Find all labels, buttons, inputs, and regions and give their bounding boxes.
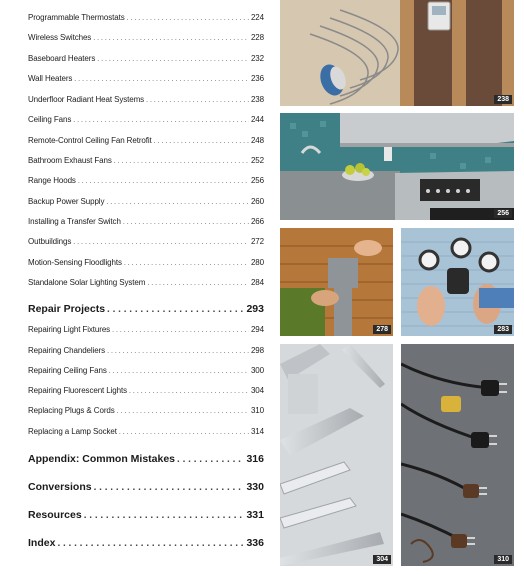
toc-entry-title: Standalone Solar Lighting System: [28, 278, 146, 287]
dot-leader: [57, 538, 244, 549]
toc-entry[interactable]: [28, 197, 264, 206]
toc-entry-page: 232: [250, 54, 264, 63]
toc-section-appendix[interactable]: [28, 453, 264, 465]
toc-entry-page: 252: [250, 156, 264, 165]
dot-leader: [147, 280, 249, 287]
toc-entry-page: 266: [250, 217, 264, 226]
toc-entry-page: 244: [250, 115, 264, 124]
toc-section-resources[interactable]: [28, 509, 264, 521]
toc-entry-page: 224: [250, 13, 264, 22]
toc-entry-page: 236: [250, 74, 264, 83]
dot-leader: [109, 368, 249, 375]
toc-entry-page: 310: [250, 406, 264, 415]
page-number-badge: 238: [494, 95, 512, 104]
page-number-badge: 278: [373, 325, 391, 334]
dot-leader: [127, 15, 249, 22]
toc-entry-title: Baseboard Heaters: [28, 54, 96, 63]
toc-entry-title: Outbuildings: [28, 237, 72, 246]
toc-section-repair-projects[interactable]: [28, 303, 264, 315]
dot-leader: [114, 158, 249, 165]
toc-entry-page: 284: [250, 278, 264, 287]
toc-entry[interactable]: [28, 156, 264, 165]
toc-entry[interactable]: [28, 325, 264, 334]
toc-entry-title: Repairing Light Fixtures: [28, 325, 111, 334]
toc-entry-title: Motion-Sensing Floodlights: [28, 258, 122, 267]
toc-section-page: 331: [246, 509, 264, 521]
toc-entry[interactable]: [28, 136, 264, 145]
dot-leader: [74, 76, 249, 83]
dot-leader: [117, 408, 249, 415]
toc-entry-page: 300: [250, 366, 264, 375]
dot-leader: [129, 388, 249, 395]
page-number-badge: 283: [494, 325, 512, 334]
toc-entry-title: Backup Power Supply: [28, 197, 105, 206]
photo-outbuilding: [280, 228, 393, 336]
outbuilding-illustration: [280, 228, 393, 336]
toc-section-index[interactable]: [28, 537, 264, 549]
toc-entry-title: Underfloor Radiant Heat Systems: [28, 95, 145, 104]
dot-leader: [177, 454, 244, 465]
toc-entry-title: Replacing Plugs & Cords: [28, 406, 115, 415]
dot-leader: [93, 35, 249, 42]
toc-section-title: Index: [28, 537, 56, 549]
toc-entry-title: Repairing Chandeliers: [28, 346, 106, 355]
toc-entry-title: Wireless Switches: [28, 33, 92, 42]
toc-entry-title: Installing a Transfer Switch: [28, 217, 121, 226]
dot-leader: [73, 239, 249, 246]
toc-entry[interactable]: [28, 54, 264, 63]
dot-leader: [107, 304, 244, 315]
radiant-heat-illustration: [280, 0, 514, 106]
toc-entry[interactable]: [28, 176, 264, 185]
toc-entry[interactable]: [28, 427, 264, 436]
toc-entry-page: 260: [250, 197, 264, 206]
toc-entry-page: 248: [250, 136, 264, 145]
page-number-badge: 310: [494, 555, 512, 564]
toc-entry-title: Remote-Control Ceiling Fan Retrofit: [28, 136, 152, 145]
toc-entry-page: 272: [250, 237, 264, 246]
toc-entry-title: Repairing Ceiling Fans: [28, 366, 107, 375]
toc-entry[interactable]: [28, 115, 264, 124]
toc-entry-page: 256: [250, 176, 264, 185]
toc-entry-title: Range Hoods: [28, 176, 76, 185]
toc-entry[interactable]: [28, 33, 264, 42]
dot-leader: [112, 327, 249, 334]
dot-leader: [84, 510, 245, 521]
toc-entry-page: 304: [250, 386, 264, 395]
toc-entry[interactable]: [28, 366, 264, 375]
toc-entry-title: Replacing a Lamp Socket: [28, 427, 117, 436]
toc-section-title: Conversions: [28, 481, 92, 493]
page-number-badge: 256: [494, 209, 512, 218]
toc-entry[interactable]: [28, 258, 264, 267]
dot-leader: [146, 97, 249, 104]
toc-entry-page: 298: [250, 346, 264, 355]
toc-entry[interactable]: [28, 74, 264, 83]
photo-plugs-cords: [401, 344, 514, 566]
page-number-badge: 304: [373, 555, 391, 564]
toc-section-title: Repair Projects: [28, 303, 106, 315]
toc-entry-title: Programmable Thermostats: [28, 13, 125, 22]
photo-range-hood: [280, 113, 514, 220]
fluorescent-illustration: [280, 344, 393, 566]
toc-entry-page: 228: [250, 33, 264, 42]
toc-entry-page: 294: [250, 325, 264, 334]
dot-leader: [124, 260, 249, 267]
toc-entry-page: 238: [250, 95, 264, 104]
toc-section-page: 336: [246, 537, 264, 549]
dot-leader: [73, 117, 249, 124]
plugs-cords-illustration: [401, 344, 514, 566]
toc-section-page: 293: [246, 303, 264, 315]
dot-leader: [94, 482, 245, 493]
dot-leader: [154, 138, 249, 145]
toc-entry[interactable]: [28, 278, 264, 287]
toc-section-page: 330: [246, 481, 264, 493]
toc-entry[interactable]: [28, 346, 264, 355]
toc-section-page: 316: [246, 453, 264, 465]
toc-section-title: Resources: [28, 509, 82, 521]
dot-leader: [106, 199, 249, 206]
toc-entry[interactable]: [28, 406, 264, 415]
toc-entry-title: Wall Heaters: [28, 74, 73, 83]
toc-entry-page: 280: [250, 258, 264, 267]
dot-leader: [119, 429, 249, 436]
toc-entry-title: Ceiling Fans: [28, 115, 72, 124]
dot-leader: [97, 56, 249, 63]
photo-fluorescent: [280, 344, 393, 566]
dot-leader: [78, 178, 249, 185]
photo-floodlight: [401, 228, 514, 336]
toc-entry[interactable]: [28, 13, 264, 22]
photo-radiant-heat: [280, 0, 514, 106]
toc-entry-page: 314: [250, 427, 264, 436]
toc-entry[interactable]: [28, 95, 264, 104]
dot-leader: [107, 348, 249, 355]
toc-section-title: Appendix: Common Mistakes: [28, 453, 176, 465]
toc-entry[interactable]: [28, 217, 264, 226]
dot-leader: [123, 219, 249, 226]
toc-section-conversions[interactable]: [28, 481, 264, 493]
range-hood-illustration: [280, 113, 514, 220]
floodlight-illustration: [401, 228, 514, 336]
toc-entry[interactable]: [28, 237, 264, 246]
toc-entry[interactable]: [28, 386, 264, 395]
toc-entry-title: Bathroom Exhaust Fans: [28, 156, 112, 165]
toc-entry-title: Repairing Fluorescent Lights: [28, 386, 128, 395]
